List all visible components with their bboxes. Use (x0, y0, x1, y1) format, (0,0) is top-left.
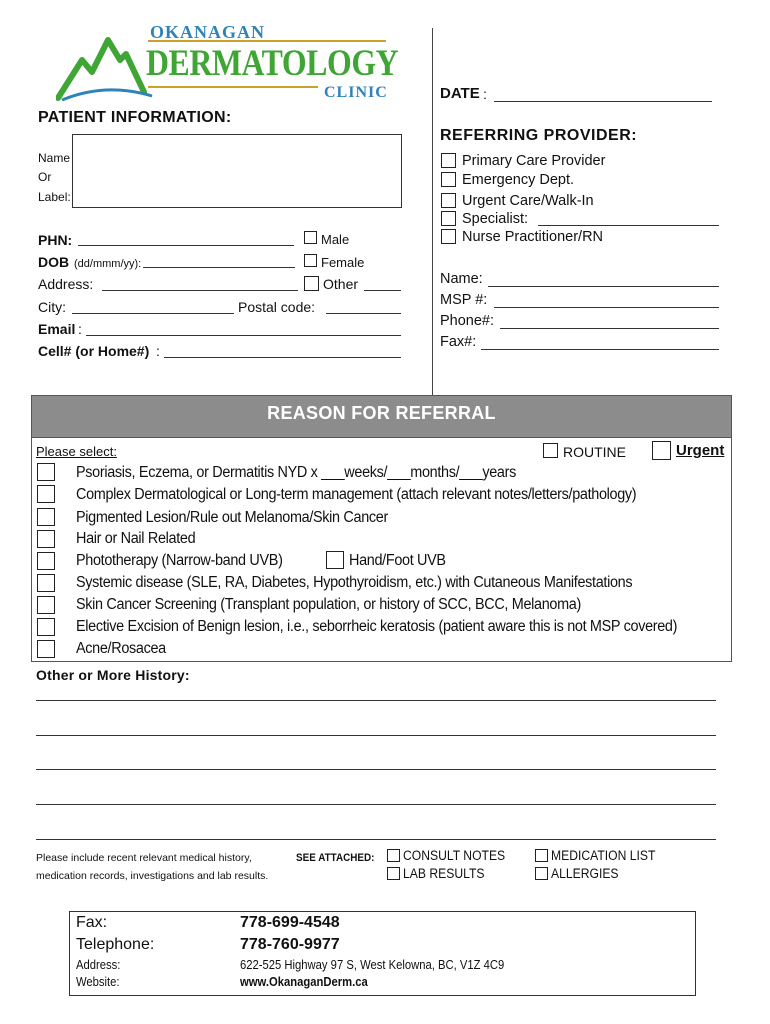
reason-checkbox-4[interactable] (37, 530, 55, 548)
reason-checkbox-7[interactable] (37, 596, 55, 614)
address-label: Address: (38, 276, 94, 292)
website-value[interactable]: www.OkanaganDerm.ca (240, 975, 368, 989)
reason-checkbox-5[interactable] (37, 552, 55, 570)
provider-name-label: Name: (440, 271, 483, 287)
logo-bottom-text: CLINIC (324, 84, 388, 101)
clinic-logo (56, 22, 399, 108)
lab-results-label: LAB RESULTS (403, 866, 485, 881)
primary-care-checkbox[interactable] (441, 153, 456, 168)
history-line-4[interactable] (36, 804, 716, 805)
male-checkbox[interactable] (304, 231, 317, 244)
contact-box (69, 911, 696, 996)
lab-results-checkbox[interactable] (387, 867, 400, 880)
website-label: Website: (76, 975, 120, 989)
date-label: DATE (440, 85, 480, 102)
city-field[interactable] (72, 313, 234, 314)
address-field[interactable] (102, 290, 298, 291)
reason-item-7: Skin Cancer Screening (Transplant population, or history of SCC, BCC, Melanoma) (76, 596, 581, 613)
provider-fax-field[interactable] (481, 349, 719, 350)
history-note-line2: medication records, investigations and lab results. (36, 870, 269, 882)
address-contact-value: 622-525 Highway 97 S, West Kelowna, BC, V1Z 4C9 (240, 958, 505, 972)
label-box-line3: Label: (38, 190, 71, 204)
specialist-label: Specialist: (462, 211, 529, 227)
urgent-checkbox[interactable] (652, 441, 671, 460)
allergies-label: ALLERGIES (551, 866, 619, 881)
reason-item-5: Phototherapy (Narrow-band UVB) (76, 552, 283, 569)
dob-format: (dd/mmm/yy): (74, 258, 142, 270)
other-label: Other (323, 276, 359, 292)
fax-label: Fax: (76, 914, 108, 931)
allergies-checkbox[interactable] (535, 867, 548, 880)
female-label: Female (321, 255, 365, 270)
history-line-5[interactable] (36, 839, 716, 840)
see-attached-label: SEE ATTACHED: (296, 852, 375, 864)
history-line-3[interactable] (36, 769, 716, 770)
reason-checkbox-8[interactable] (37, 618, 55, 636)
urgent-care-checkbox[interactable] (441, 193, 456, 208)
postal-field[interactable] (326, 313, 401, 314)
reason-item-3: Pigmented Lesion/Rule out Melanoma/Skin Cancer (76, 509, 388, 526)
reason-item-1: Psoriasis, Eczema, or Dermatitis NYD x ___weeks/___months/___years (76, 464, 516, 481)
reason-checkbox-3[interactable] (37, 508, 55, 526)
routine-label: ROUTINE (563, 444, 626, 460)
consult-notes-label: CONSULT NOTES (403, 848, 506, 863)
routine-checkbox[interactable] (543, 443, 558, 458)
logo-main-text: DERMATOLOGY (146, 43, 399, 84)
email-field[interactable] (86, 335, 401, 336)
phn-label: PHN: (38, 232, 73, 248)
specialist-checkbox[interactable] (441, 211, 456, 226)
please-select-label: Please select: (36, 444, 117, 459)
cell-label: Cell# (or Home#) (38, 343, 150, 359)
fax-value: 778-699-4548 (240, 914, 340, 931)
email-label: Email (38, 321, 76, 337)
provider-heading: REFERRING PROVIDER: (440, 127, 638, 144)
reason-checkbox-6[interactable] (37, 574, 55, 592)
emergency-label: Emergency Dept. (462, 172, 575, 188)
urgent-care-label: Urgent Care/Walk-In (462, 193, 594, 209)
other-checkbox[interactable] (304, 276, 319, 291)
provider-msp-label: MSP #: (440, 292, 488, 308)
nurse-practitioner-checkbox[interactable] (441, 229, 456, 244)
label-box-line1: Name (38, 151, 71, 165)
cell-field[interactable] (164, 357, 401, 358)
logo-top-text: OKANAGAN (150, 22, 265, 42)
phn-field[interactable] (78, 245, 294, 246)
telephone-value: 778-760-9977 (240, 936, 340, 953)
provider-msp-field[interactable] (494, 307, 719, 308)
history-note-line1: Please include recent relevant medical history, (36, 852, 252, 864)
consult-notes-checkbox[interactable] (387, 849, 400, 862)
provider-name-field[interactable] (488, 286, 719, 287)
provider-phone-label: Phone#: (440, 313, 495, 329)
male-label: Male (321, 232, 350, 247)
urgent-label: Urgent (676, 442, 725, 459)
primary-care-label: Primary Care Provider (462, 153, 606, 169)
medication-list-label: MEDICATION LIST (551, 848, 656, 863)
dob-label: DOB (38, 254, 70, 270)
reason-checkbox-2[interactable] (37, 485, 55, 503)
reason-item-4: Hair or Nail Related (76, 530, 196, 547)
reason-banner-text: REASON FOR REFERRAL (267, 403, 496, 423)
reason-checkbox-9[interactable] (37, 640, 55, 658)
dob-field[interactable] (143, 267, 295, 268)
reason-item-2: Complex Dermatological or Long-term management (attach relevant notes/letters/pathology) (76, 486, 637, 503)
address-contact-label: Address: (76, 958, 121, 972)
reason-item-8: Elective Excision of Benign lesion, i.e., seborrheic keratosis (patient aware this is not MSP covered) (76, 618, 678, 635)
history-line-2[interactable] (36, 735, 716, 736)
specialist-field[interactable] (538, 225, 719, 226)
date-field[interactable] (494, 101, 712, 102)
other-field[interactable] (364, 290, 401, 291)
postal-label: Postal code: (238, 299, 316, 315)
hand-foot-label: Hand/Foot UVB (349, 552, 446, 569)
label-box[interactable] (72, 134, 402, 208)
city-label: City: (38, 299, 66, 315)
label-box-line2: Or (38, 170, 52, 184)
telephone-label: Telephone: (76, 936, 155, 953)
reason-item-9: Acne/Rosacea (76, 640, 166, 657)
emergency-checkbox[interactable] (441, 172, 456, 187)
reason-checkbox-1[interactable] (37, 463, 55, 481)
history-heading: Other or More History: (36, 667, 190, 683)
reason-item-6: Systemic disease (SLE, RA, Diabetes, Hypothyroidism, etc.) with Cutaneous Manifestations (76, 574, 633, 591)
provider-phone-field[interactable] (500, 328, 719, 329)
female-checkbox[interactable] (304, 254, 317, 267)
nurse-practitioner-label: Nurse Practitioner/RN (462, 229, 604, 245)
hand-foot-checkbox[interactable] (326, 551, 344, 569)
provider-fax-label: Fax#: (440, 334, 477, 350)
patient-heading: PATIENT INFORMATION: (38, 109, 232, 126)
history-line-1[interactable] (36, 700, 716, 701)
medication-list-checkbox[interactable] (535, 849, 548, 862)
